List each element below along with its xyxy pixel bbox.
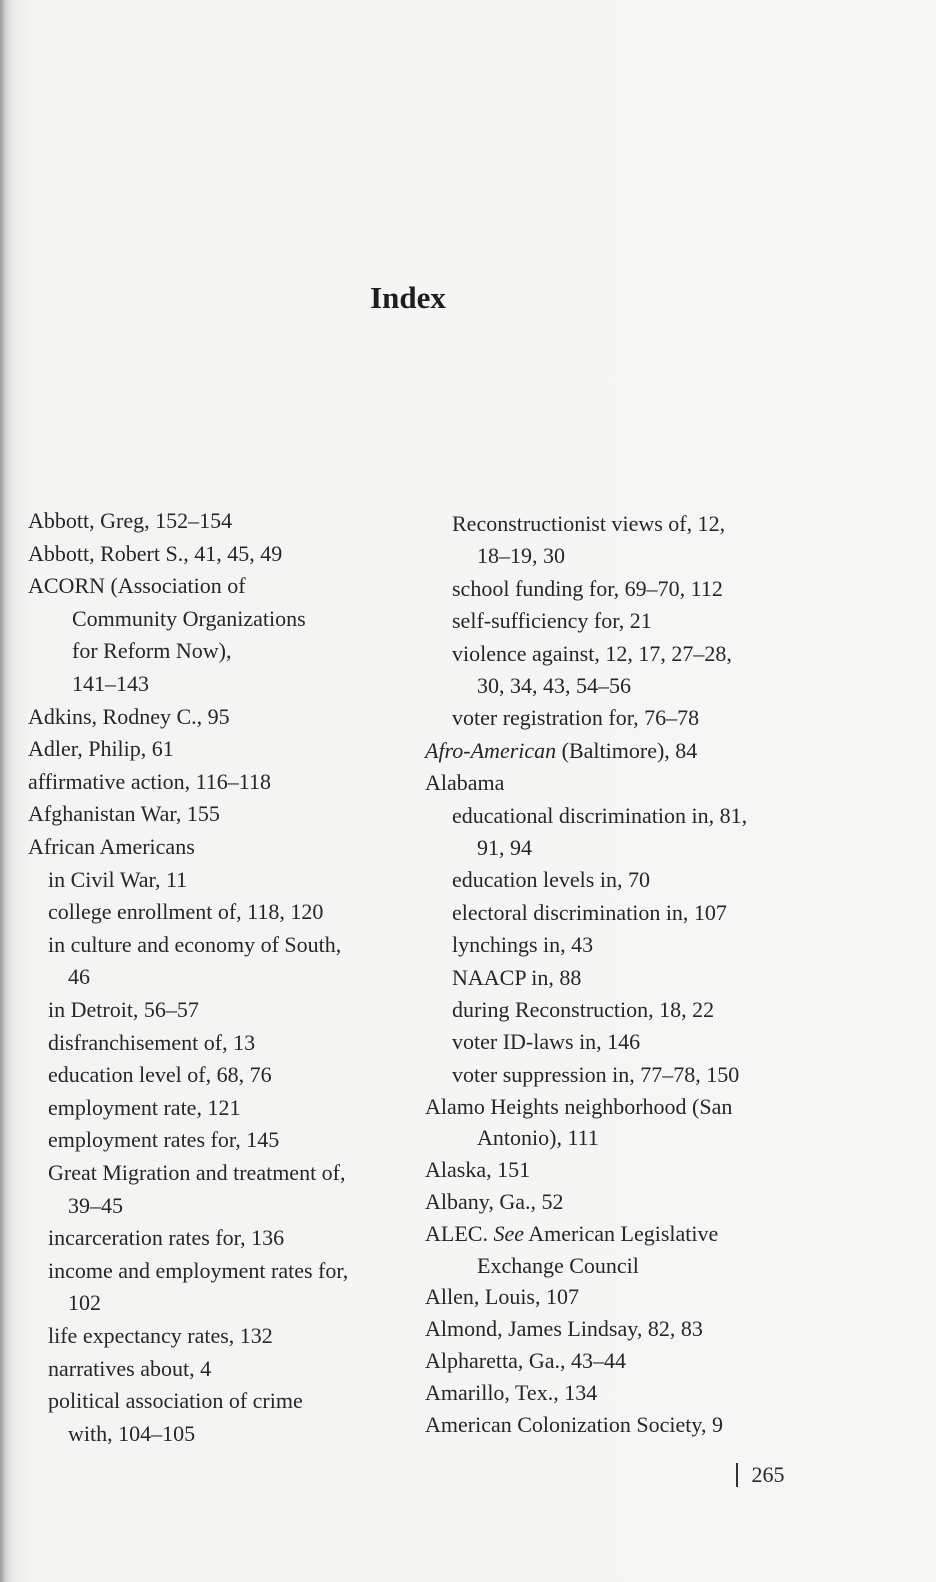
index-entry: [452, 932, 593, 958]
entry-text: life expectancy rates, 132: [48, 1323, 273, 1348]
index-entry: [425, 1189, 564, 1215]
entry-text: Alamo Heights neighborhood (San: [425, 1093, 733, 1119]
index-entry: [425, 1412, 723, 1438]
entry-text: Antonio), 111: [477, 1125, 599, 1151]
index-entry: [452, 641, 732, 667]
entry-text: Alaska, 151: [425, 1157, 531, 1183]
entry-text: Community Organizations: [72, 605, 306, 631]
index-entry: [425, 1221, 718, 1247]
entry-text: Abbott, Robert S., 41, 45, 49: [28, 540, 283, 566]
entry-text: in culture and economy of South,: [48, 931, 342, 957]
index-entry: [28, 769, 271, 795]
index-entry: [425, 1316, 703, 1342]
index-entry: [48, 1160, 346, 1186]
index-entry: [425, 1284, 579, 1310]
index-entry: [425, 738, 697, 764]
index-entry: [48, 1095, 240, 1121]
index-entry: [425, 770, 504, 796]
entry-text: Almond, James Lindsay, 82, 83: [425, 1316, 703, 1342]
index-entry: [425, 1094, 732, 1120]
entry-text: Alabama: [425, 770, 505, 796]
entry-text: American Legislative: [523, 1220, 719, 1246]
entry-text: 102: [68, 1290, 101, 1316]
index-entry: [68, 1421, 195, 1447]
entry-text: Great Migration and treatment of,: [48, 1160, 346, 1185]
index-entry: [425, 1348, 626, 1374]
index-entry: [477, 835, 532, 861]
entry-text: Albany, Ga., 52: [425, 1189, 564, 1214]
entry-text: Abbott, Greg, 152–154: [28, 508, 233, 533]
index-entry: [48, 899, 323, 925]
entry-text: narratives about, 4: [48, 1355, 212, 1381]
index-entry: [48, 1225, 284, 1251]
entry-text: violence against, 12, 17, 27–28,: [452, 640, 732, 666]
entry-text: 46: [68, 964, 90, 990]
index-entry: [72, 638, 231, 664]
index-entry: [48, 1258, 348, 1284]
entry-text: employment rates for, 145: [48, 1127, 280, 1153]
entry-text: incarceration rates for, 136: [48, 1225, 285, 1251]
entry-text: for Reform Now),: [72, 638, 232, 664]
index-entry: [28, 508, 232, 534]
entry-text: voter registration for, 76–78: [452, 705, 700, 731]
index-entry: [68, 964, 90, 990]
index-entry: [452, 705, 699, 731]
index-entry: [28, 573, 246, 599]
index-entry: [452, 608, 652, 634]
index-entry: [452, 867, 650, 893]
entry-italic: See: [493, 1220, 524, 1246]
entry-text: in Civil War, 11: [48, 866, 188, 892]
entry-text: voter suppression in, 77–78, 150: [452, 1061, 740, 1087]
index-entry: [477, 543, 565, 569]
entry-text: educational discrimination in, 81,: [452, 802, 748, 828]
index-entry: [477, 1125, 599, 1151]
entry-text: voter ID-laws in, 146: [452, 1029, 641, 1055]
index-entry: [68, 1290, 101, 1316]
entry-text: 30, 34, 43, 54–56: [477, 673, 631, 698]
entry-text: education levels in, 70: [452, 867, 650, 893]
entry-text: 39–45: [68, 1192, 123, 1218]
entry-text: lynchings in, 43: [452, 932, 594, 958]
entry-text: during Reconstruction, 18, 22: [452, 997, 715, 1022]
entry-text: Alpharetta, Ga., 43–44: [425, 1348, 626, 1373]
entry-text: (Baltimore), 84: [556, 737, 698, 763]
index-entry: [48, 1127, 279, 1153]
index-entry: [48, 932, 341, 958]
entry-text: political association of crime: [48, 1388, 303, 1414]
entry-text: electoral discrimination in, 107: [452, 899, 727, 925]
entry-text: Adler, Philip, 61: [28, 736, 174, 762]
index-entry: [48, 1323, 273, 1349]
entry-text: income and employment rates for,: [48, 1257, 349, 1283]
page-title: Index: [370, 280, 446, 315]
entry-text: 141–143: [72, 671, 149, 696]
index-entry: [477, 673, 631, 699]
index-entry: [28, 541, 282, 567]
index-entry: [48, 1388, 303, 1414]
index-entry: [28, 801, 220, 827]
entry-text: Exchange Council: [477, 1252, 639, 1278]
entry-text: Amarillo, Tex., 134: [425, 1379, 598, 1405]
index-entry: [28, 736, 174, 762]
entry-text: NAACP in, 88: [452, 964, 582, 990]
entry-text: American Colonization Society, 9: [425, 1411, 723, 1437]
index-entry: [425, 1380, 597, 1406]
entry-text: with, 104–105: [68, 1420, 196, 1446]
index-entry: [452, 965, 581, 991]
index-entry: [68, 1193, 123, 1219]
entry-text: in Detroit, 56–57: [48, 997, 199, 1022]
entry-text: employment rate, 121: [48, 1094, 241, 1120]
index-entry: [452, 900, 727, 926]
entry-text: self-sufficiency for, 21: [452, 608, 652, 634]
index-entry: [48, 867, 187, 893]
entry-text: Reconstructionist views of, 12,: [452, 511, 726, 536]
index-entry: [48, 1356, 211, 1382]
index-entry: [72, 606, 306, 632]
index-entry: [72, 671, 149, 697]
entry-text: affirmative action, 116–118: [28, 768, 271, 794]
entry-text: Adkins, Rodney C., 95: [28, 703, 230, 729]
entry-text: Allen, Louis, 107: [425, 1284, 579, 1310]
entry-text: 18–19, 30: [477, 543, 565, 569]
index-entry: [452, 997, 714, 1023]
index-entry: [425, 1157, 530, 1183]
entry-text: school funding for, 69–70, 112: [452, 575, 723, 601]
index-entry: [477, 1253, 639, 1279]
entry-text: Afghanistan War, 155: [28, 801, 220, 827]
page-number-text: 265: [751, 1462, 785, 1487]
page-number-rule: [736, 1463, 738, 1487]
page-number: [736, 1462, 785, 1488]
entry-prefix: ALEC.: [425, 1220, 494, 1246]
index-entry: [48, 1030, 255, 1056]
index-entry: [452, 803, 747, 829]
index-entry: [48, 997, 199, 1023]
index-entry: [28, 704, 230, 730]
entry-text: African Americans: [28, 834, 195, 859]
index-entry: [452, 511, 725, 537]
entry-italic: Afro-American: [425, 737, 557, 763]
index-entry: [452, 576, 723, 602]
entry-text: education level of, 68, 76: [48, 1062, 272, 1088]
index-entry: [28, 834, 195, 860]
entry-text: ACORN (Association of: [28, 573, 246, 599]
index-entry: [452, 1029, 640, 1055]
entry-text: disfranchisement of, 13: [48, 1029, 256, 1055]
entry-text: college enrollment of, 118, 120: [48, 899, 324, 925]
index-entry: [48, 1062, 272, 1088]
entry-text: 91, 94: [477, 835, 532, 860]
index-entry: [452, 1062, 739, 1088]
